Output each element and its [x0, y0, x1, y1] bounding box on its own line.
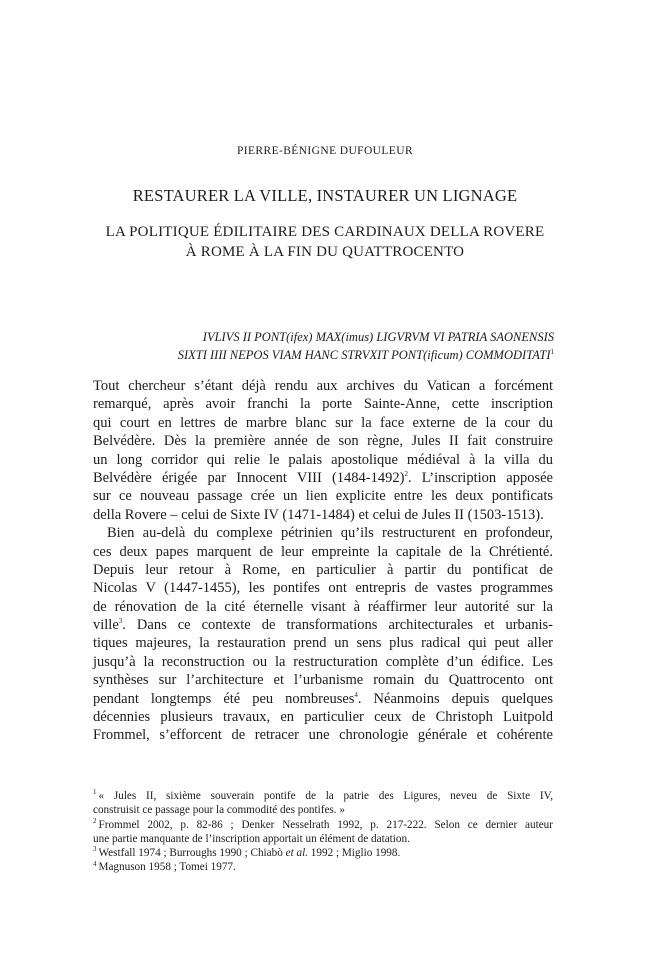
text-line: décennies plusieurs travaux, en particulier ceux de Christoph Luitpold — [93, 709, 553, 726]
footnote-number: 4 — [93, 859, 97, 868]
chapter-title: RESTAURER LA VILLE, INSTAURER UN LIGNAGE — [132, 186, 518, 205]
footnote-line: construisit ce passage pour la commodité des pontifes. » — [93, 804, 345, 817]
footnote-line: $^4$ Magnuson 1958 ; Tomei 1977. — [93, 859, 236, 874]
footnote-ref[interactable]: 1 — [550, 347, 554, 356]
text-line: synthèses sur l’architecture et l’urbanisme romain du Quattrocento ont — [93, 672, 553, 689]
author-name: PIERRE-BÉNIGNE DUFOULEUR — [236, 145, 414, 157]
footnote-4 — [93, 860, 553, 874]
footnote-line: $^1$ « Jules II, sixième souverain pontife de la patrie des Ligures, neveu de Sixte IV, — [93, 788, 553, 802]
text-line: Belvédère. Dès la première année de son règne, Jules II fait construire — [93, 433, 553, 450]
footnote-ref[interactable]: 3 — [118, 617, 123, 626]
text-line: pendant longtemps été peu nombreuses$^4$. Néanmoins depuis quelques — [93, 690, 553, 707]
text-line: tiques majeures, la restauration prend un sens plus radical qui peut aller — [93, 635, 553, 652]
footnote-ref[interactable]: 2 — [404, 470, 408, 479]
footnote-line: $^3$ Westfall 1974 ; Burroughs 1990 ; Chiabò et al. 1992 ; Miglio 1998. — [93, 845, 401, 860]
subtitle-line: À ROME À LA FIN DU QUATTROCENTO — [185, 244, 465, 260]
text-line: sur ce nouveau passage crée un lien explicite entre les deux pontificats — [93, 488, 553, 505]
epigraph-line: SIXTI IIII NEPOS VIAM HANC STRVXIT PONT(ificum) COMMODITATI$^1$ — [177, 347, 554, 362]
text-line: Nicolas V (1447-1455), les pontifes ont entrepris de vastes programmes — [93, 580, 553, 597]
text-line: ces deux papes marquent de leur empreinte la capitale de la Chrétienté. — [93, 543, 553, 560]
text-line: Depuis leur retour à Rome, en particulier à partir du pontificat de — [93, 561, 553, 578]
footnote-3 — [93, 846, 553, 860]
footnote-number: 1 — [93, 788, 97, 797]
text-line: della Rovere – celui de Sixte IV (1471-1484) et celui de Jules II (1503-1513). — [93, 506, 544, 523]
text-line: qui court en lettres de marbre blanc sur la face externe de la cour du — [93, 414, 553, 431]
subtitle-line: LA POLITIQUE ÉDILITAIRE DES CARDINAUX DELLA ROVERE — [105, 224, 545, 240]
footnote-2 — [93, 818, 553, 847]
text-line: jusqu’à la reconstruction ou la restructuration complète d’un édifice. Les — [93, 653, 553, 670]
text-line: Bien au-delà du complexe pétrinien qu’ils restructurent en profondeur, — [107, 525, 553, 542]
footnote-ref[interactable]: 4 — [354, 690, 358, 699]
text-line: Belvédère érigée par Innocent VIII (1484-1492)$^2$. L’inscription apposée — [93, 469, 553, 486]
footnotes — [93, 789, 553, 875]
epigraph-line: IVLIVS II PONT(ifex) MAX(imus) LIGVRVM VI PATRIA SAONENSIS — [202, 330, 554, 344]
footnote-line: une partie manquante de l’inscription apportait un élément de datation. — [93, 832, 410, 845]
text-line: Frommel, s’efforcent de retracer une chronologie générale et cohérente — [93, 727, 553, 744]
footnote-line: $^2$ Frommel 2002, p. 82-86 ; Denker Nesselrath 1992, p. 217-222. Selon ce dernier auteur — [93, 816, 553, 831]
text-line: de rénovation de la cité éternelle visant à réaffirmer leur autorité sur la — [93, 598, 553, 615]
text-line: ville$^3$. Dans ce contexte de transformations architecturales et urbanis- — [93, 617, 553, 634]
footnote-1 — [93, 789, 553, 818]
chapter-subtitle — [0, 222, 650, 262]
epigraph — [178, 328, 554, 364]
body-text — [93, 377, 553, 745]
footnote-number: 2 — [93, 816, 97, 825]
text-line: un long corridor qui relie le palais apostolique médiéval à la villa du — [93, 451, 553, 468]
text-line: Tout chercheur s’étant déjà rendu aux archives du Vatican a forcément — [93, 378, 553, 394]
footnote-number: 3 — [93, 845, 97, 854]
text-line: remarqué, après avoir franchi la porte Sainte-Anne, cette inscription — [93, 396, 553, 413]
